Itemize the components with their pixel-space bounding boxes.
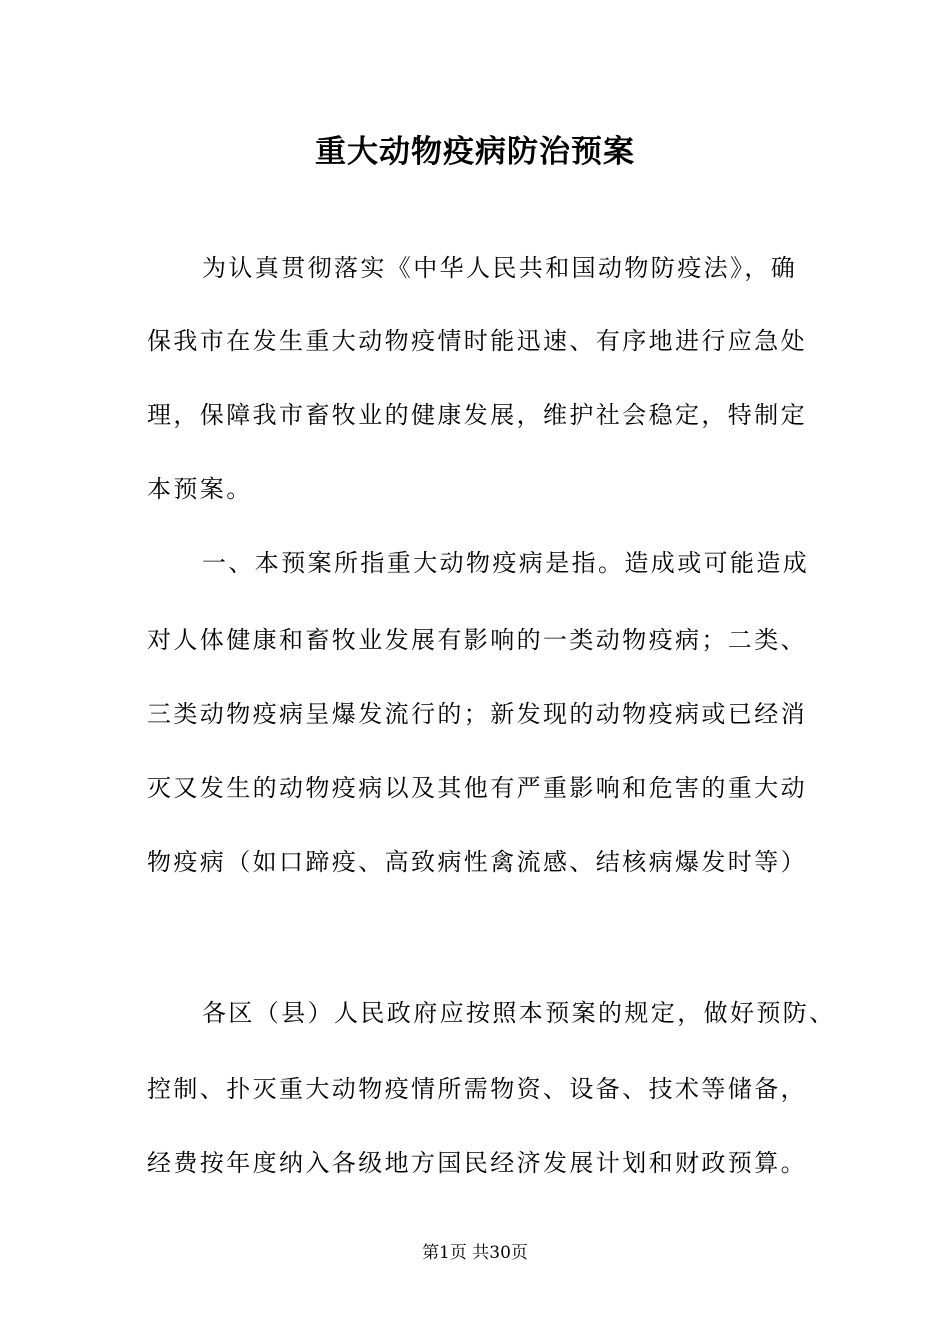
paragraph-line: 经费按年度纳入各级地方国民经济发展计划和财政预算。: [147, 1149, 807, 1177]
document-title: 重大动物疫病防治预案: [315, 134, 635, 170]
paragraph-line: 一、本预案所指重大动物疫病是指。造成或可能造成: [202, 549, 810, 577]
page-number-footer: 第1页 共30页: [422, 1243, 528, 1263]
paragraph-line: 为认真贯彻落实《中华人民共和国动物防疫法》，确: [202, 254, 798, 282]
paragraph-line: 本预案。: [147, 475, 253, 503]
paragraph-line: 物疫病（如口蹄疫、高致病性禽流感、结核病爆发时等）: [147, 848, 807, 876]
paragraph-line: 三类动物疫病呈爆发流行的；新发现的动物疫病或已经消: [147, 700, 807, 728]
paragraph-line: 控制、扑灭重大动物疫情所需物资、设备、技术等储备，: [147, 1075, 807, 1103]
paragraph-line: 各区（县）人民政府应按照本预案的规定，做好预防、: [202, 999, 836, 1027]
paragraph-line: 对人体健康和畜牧业发展有影响的一类动物疫病；二类、: [147, 626, 807, 654]
paragraph-line: 保我市在发生重大动物疫情时能迅速、有序地进行应急处: [147, 327, 807, 355]
paragraph-line: 灭又发生的动物疫病以及其他有严重影响和危害的重大动: [147, 774, 807, 802]
paragraph-line: 理，保障我市畜牧业的健康发展，维护社会稳定，特制定: [147, 401, 807, 429]
